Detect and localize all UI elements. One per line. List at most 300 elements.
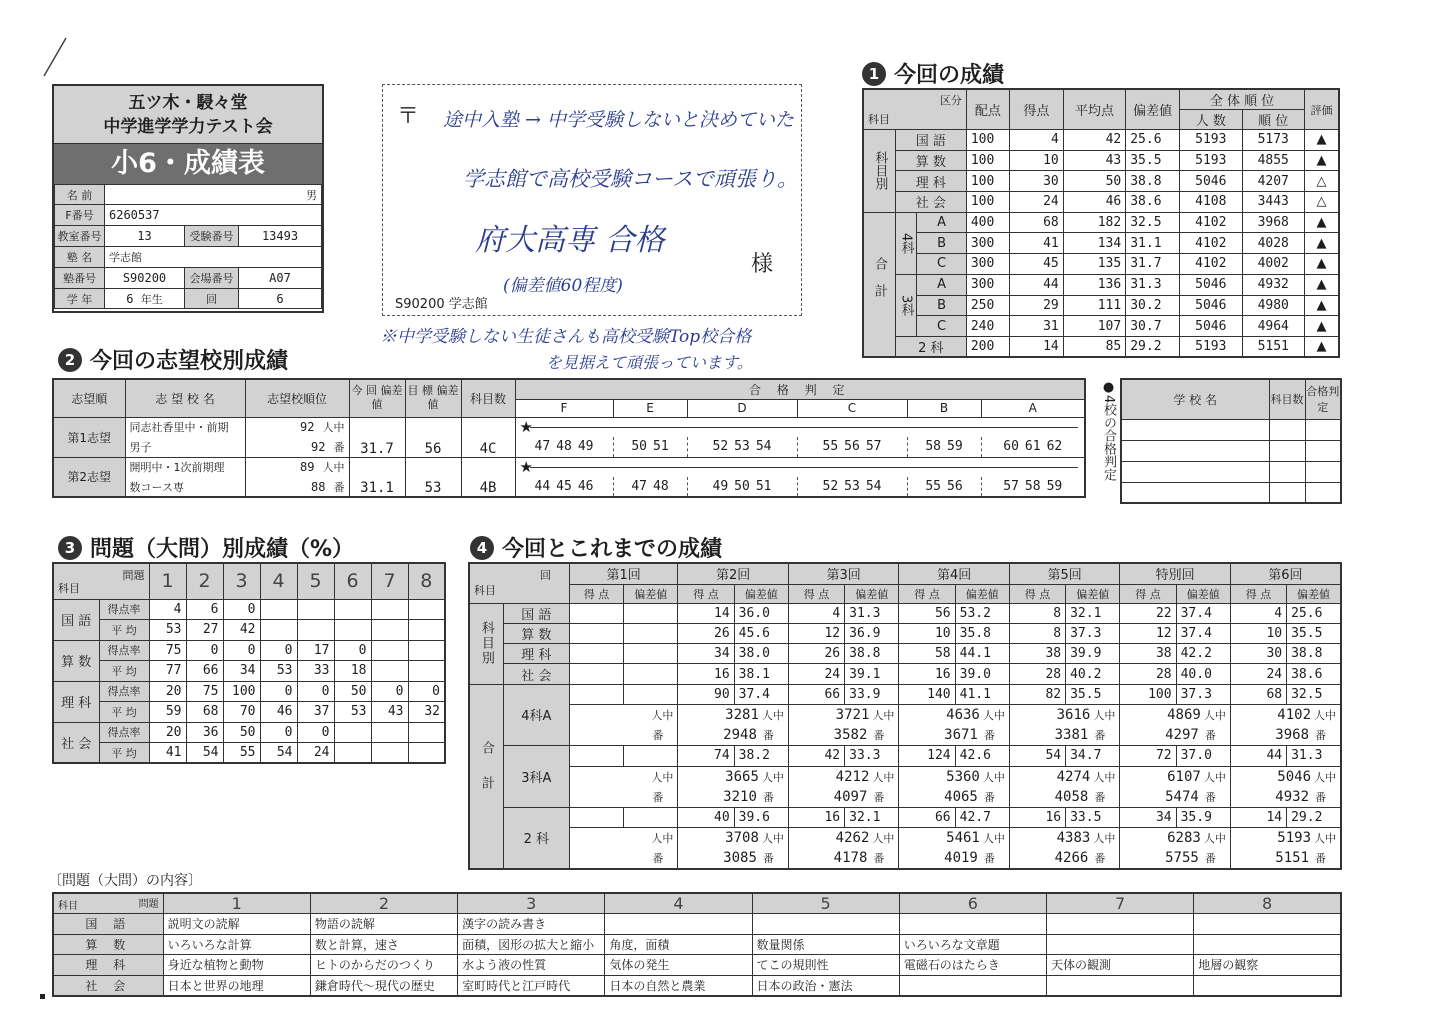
deviation (624, 644, 678, 664)
score-rate (371, 640, 408, 661)
table-row (469, 623, 1341, 643)
rank-value: 4932 (1275, 788, 1309, 805)
score: 31 (1009, 316, 1063, 337)
subject-name: C (917, 316, 967, 337)
count-unit: 人中 (1314, 770, 1336, 784)
section1-title (862, 58, 1004, 89)
score: 44 (1009, 274, 1063, 295)
question-topic (1046, 914, 1193, 935)
rank: 4028 (1242, 233, 1304, 254)
question-topic: いろいろな文章題 (899, 934, 1046, 955)
rank-unit: 番 (1204, 851, 1216, 865)
group-4ka: 4科 (895, 212, 917, 274)
evaluation: ▲ (1304, 316, 1339, 337)
ban-rank (1120, 787, 1231, 808)
count-value: 4636 (946, 707, 980, 724)
score-rate: 0 (260, 722, 297, 743)
rank-value: 4297 (1165, 727, 1199, 744)
question-topic: 数と計算，速さ (310, 934, 457, 955)
current-results-table (862, 88, 1340, 358)
hensa-header: 偏差値 (1066, 584, 1120, 603)
deviation: 53.2 (955, 603, 1009, 623)
scale-value: 52 (822, 479, 839, 494)
question-topic: 数量関係 (752, 934, 899, 955)
rank-value: 4065 (944, 788, 978, 805)
deviation: 31.1 (1126, 233, 1180, 254)
question-number: 8 (408, 563, 445, 599)
count-value: 4869 (1167, 707, 1201, 724)
rank-unit: 番 (333, 440, 345, 454)
judge-scale-B (907, 477, 981, 497)
row-label: 平 均 (99, 620, 149, 641)
row-label: 平 均 (99, 743, 149, 764)
section1-title-text: 今回の成績 (894, 63, 1005, 88)
question-topic: 面積，図形の拡大と縮小 (458, 934, 605, 955)
rank-header: 志望校順位 (245, 379, 349, 417)
count-unit: 人中 (1093, 709, 1116, 723)
average: 42 (223, 620, 260, 641)
deviation: 38.6 (1287, 664, 1341, 684)
nin-count (1230, 705, 1341, 726)
table-row (863, 274, 1339, 295)
count-unit: 人中 (982, 770, 1005, 784)
tokuten-header: 得 点 (788, 584, 844, 603)
deviation: 38.8 (1287, 644, 1341, 664)
average: 43 (371, 702, 408, 723)
nin-count (1009, 828, 1119, 849)
evaluation: ▲ (1304, 336, 1339, 357)
score: 38 (1120, 644, 1176, 664)
rank-value: 5755 (1165, 849, 1199, 866)
score: 124 (899, 746, 955, 767)
score-rate: 20 (149, 681, 186, 702)
row-label: 得点率 (99, 681, 149, 702)
average: 135 (1063, 254, 1125, 275)
sama-label: 様 (751, 252, 774, 277)
deviation: 39.1 (845, 664, 899, 684)
ninzu-header: 人 数 (1180, 110, 1242, 130)
average: 50 (1063, 171, 1125, 192)
scale-value: 53 (734, 439, 750, 455)
student-info-card (52, 84, 324, 313)
table-row (53, 563, 445, 599)
rank-unit: 番 (762, 790, 774, 804)
ban-rank (1009, 725, 1119, 746)
score: 4 (1230, 603, 1286, 623)
count-value: 3708 (725, 830, 759, 847)
table-row (53, 599, 445, 620)
count-unit: 人中 (761, 709, 784, 723)
score: 140 (899, 684, 955, 705)
score: 30 (1009, 171, 1063, 192)
average: 53 (260, 661, 297, 682)
hensa-header: 偏差値 (1176, 584, 1230, 603)
average (371, 743, 408, 764)
handwriting-line-4: (偏差値60程度) (503, 276, 623, 296)
average: 42 (1063, 130, 1125, 151)
question-topic: 身近な植物と動物 (163, 955, 310, 976)
rank-value: 4178 (833, 849, 868, 866)
count-value: 5360 (946, 768, 980, 785)
ban-rank (569, 848, 677, 869)
deviation: 42.6 (955, 746, 1009, 767)
table-row (53, 681, 445, 702)
score: 12 (1120, 623, 1176, 643)
score: 41 (1009, 233, 1063, 254)
score: 82 (1009, 684, 1065, 705)
count-unit: 人中 (1314, 709, 1336, 723)
average: 24 (297, 743, 334, 764)
score: 26 (678, 623, 734, 643)
max-score: 100 (966, 171, 1009, 192)
score: 34 (678, 644, 734, 664)
average (334, 743, 371, 764)
ban-rank (569, 787, 677, 808)
question-number: 6 (334, 563, 371, 599)
scale-value: 55 (822, 439, 839, 455)
scale-value: 58 (1024, 479, 1041, 494)
table-row (53, 661, 445, 682)
rank: 4002 (1242, 254, 1304, 275)
choice-order: 第2志望 (53, 457, 125, 497)
jukuno-value: S90200 (105, 268, 185, 289)
table-row (863, 295, 1339, 316)
question-topic: ヒトのからだのつくり (310, 955, 457, 976)
rank-unit: 番 (652, 851, 664, 865)
score: 4 (1009, 130, 1063, 151)
average: 43 (1063, 150, 1125, 171)
postal-mark: 〒 (397, 104, 420, 129)
rank-value: 4266 (1054, 849, 1089, 866)
deviation: 36.9 (845, 623, 899, 643)
count-value: 4274 (1056, 768, 1091, 785)
count-unit: 人中 (1093, 770, 1116, 784)
scale-value: 56 (844, 439, 860, 455)
school-header: 志 望 校 名 (125, 379, 245, 417)
table-row (53, 975, 1341, 996)
average: 27 (186, 620, 223, 641)
room-value: 13 (105, 226, 185, 247)
deviation: 37.0 (1176, 746, 1230, 767)
ban-rank (1009, 787, 1119, 808)
nin-count (678, 828, 788, 849)
deviation: 39.9 (1066, 644, 1120, 664)
deviation: 40.2 (1066, 664, 1120, 684)
tokuten-header: 得点 (1009, 89, 1063, 130)
scale-value: 47 (534, 439, 551, 455)
question-number: 2 (310, 893, 457, 914)
hensa-header: 偏差値 (734, 584, 788, 603)
row-label: 平 均 (99, 661, 149, 682)
scale-value: 50 (734, 479, 750, 494)
target-school-table (52, 378, 1086, 498)
juku-value: 学志館 (105, 247, 322, 268)
round-header: 第1回 (569, 563, 677, 584)
score-rate (260, 599, 297, 620)
average (260, 620, 297, 641)
nin-count (899, 705, 1009, 726)
section1-number: 1 (862, 62, 886, 86)
count-value: 4383 (1056, 830, 1091, 847)
score: 28 (1120, 664, 1176, 684)
school-rank-ban (245, 437, 349, 457)
subject-name: 国 語 (503, 603, 569, 623)
score: 16 (678, 664, 734, 684)
nin-count (678, 766, 788, 787)
score (569, 603, 623, 623)
table-row (53, 379, 1085, 399)
question-topic (899, 914, 1046, 935)
rank-unit: 人中 (322, 461, 345, 475)
average: 136 (1063, 274, 1125, 295)
question-topic: 室町時代と江戸時代 (458, 975, 605, 996)
round-header: 第5回 (1009, 563, 1119, 584)
deviation: 38.6 (1126, 192, 1180, 213)
score: 24 (788, 664, 844, 684)
question-number: 5 (297, 563, 334, 599)
ban-rank (678, 725, 788, 746)
section3-title (58, 532, 354, 563)
question-number: 6 (899, 893, 1046, 914)
section2-title-text: 今回の志望校別成績 (90, 349, 289, 374)
nin-count (1120, 705, 1231, 726)
deviation: 31.7 (1126, 254, 1180, 275)
deviation: 25.6 (1126, 130, 1180, 151)
report-title: 小6・成績表 (54, 144, 322, 184)
score: 28 (1009, 664, 1065, 684)
subject-name: B (917, 233, 967, 254)
count-unit: 人中 (651, 770, 674, 784)
rank-value: 3671 (944, 727, 978, 744)
section2-title (58, 344, 288, 375)
total-count: 4102 (1180, 212, 1242, 233)
count-unit: 人中 (872, 770, 895, 784)
question-number: 3 (223, 563, 260, 599)
count-unit: 人中 (651, 832, 674, 846)
subject-count: 4B (461, 457, 515, 497)
table-row (469, 746, 1341, 767)
question-topic: 日本の政治・憲法 (752, 975, 899, 996)
evaluation: ▲ (1304, 150, 1339, 171)
scale-value: 53 (844, 479, 860, 494)
question-topic: 天体の観測 (1046, 955, 1193, 976)
handwriting-line-3: 府大高専 合格 (475, 223, 665, 258)
address-juku-line: S90200 学志館 (395, 297, 488, 312)
org-subtitle: 中学進学学力テスト会 (103, 117, 273, 137)
deviation (624, 746, 678, 767)
scale-value: 48 (556, 439, 572, 455)
score: 90 (678, 684, 734, 705)
table-row (863, 212, 1339, 233)
nin-count (899, 766, 1009, 787)
subject-name: 2 科 (895, 336, 966, 357)
rank-unit: 番 (873, 851, 885, 865)
average: 37 (297, 702, 334, 723)
scale-value: 51 (653, 439, 669, 455)
deviation: 37.4 (734, 684, 788, 705)
ban-rank (899, 725, 1009, 746)
count-value: 4262 (835, 830, 870, 847)
rank-value: 5474 (1165, 788, 1199, 805)
scale-value: 60 (1003, 439, 1019, 455)
total-count: 4108 (1180, 192, 1242, 213)
rank-unit: 番 (983, 790, 995, 804)
score: 66 (899, 807, 955, 828)
score-rate (408, 599, 445, 620)
question-topic (1194, 934, 1341, 955)
score: 72 (1120, 746, 1176, 767)
judge-scale-E (613, 437, 687, 457)
scale-value: 59 (947, 439, 963, 455)
school-rank-ban (245, 477, 349, 497)
question-content-table (52, 892, 1342, 997)
section4-title (470, 532, 722, 563)
max-score: 400 (966, 212, 1009, 233)
grade-D: D (687, 399, 797, 417)
average: 32 (408, 702, 445, 723)
average: 34 (223, 661, 260, 682)
choice-order: 第1志望 (53, 417, 125, 457)
score: 16 (1009, 807, 1065, 828)
table-row (469, 807, 1341, 828)
average: 55 (223, 743, 260, 764)
rank: 3443 (1242, 192, 1304, 213)
scale-value: 46 (577, 479, 594, 494)
scale-value: 49 (577, 439, 594, 455)
current-deviation: 31.7 (349, 417, 405, 457)
total-name: 2 科 (503, 807, 569, 869)
deviation: 38.0 (734, 644, 788, 664)
average: 77 (149, 661, 186, 682)
average: 111 (1063, 295, 1125, 316)
average: 46 (1063, 192, 1125, 213)
count-unit: 人中 (1203, 832, 1226, 846)
evaluation: ▲ (1304, 130, 1339, 151)
count-value: 4102 (1277, 707, 1311, 724)
total-count: 5193 (1180, 336, 1242, 357)
score: 8 (1009, 603, 1065, 623)
average: 33 (297, 661, 334, 682)
deviation: 37.4 (1176, 603, 1230, 623)
average: 85 (1063, 336, 1125, 357)
room-label: 教室番号 (55, 226, 105, 247)
exam-label: 受験番号 (185, 226, 239, 247)
score (569, 684, 623, 705)
tokuten-header: 得 点 (1120, 584, 1176, 603)
question-topic: 日本の自然と農業 (605, 975, 752, 996)
gender-value: 男 (105, 185, 322, 205)
table-row (863, 254, 1339, 275)
rank-unit: 番 (1315, 790, 1326, 804)
school-name-1: 同志社香里中・前期 (125, 417, 245, 437)
score-rate: 0 (371, 681, 408, 702)
ban-rank (678, 848, 788, 869)
score: 66 (788, 684, 844, 705)
kamoku-label: 科目 (868, 113, 890, 126)
count-unit: 人中 (1314, 832, 1336, 846)
score: 10 (899, 623, 955, 643)
side-row (1121, 440, 1269, 461)
count-unit: 人中 (982, 832, 1005, 846)
subject-name: 算 数 (53, 640, 99, 681)
group-kamoku: 科目別 (469, 603, 503, 684)
rank-value: 4058 (1054, 788, 1089, 805)
scale-value: 44 (534, 479, 551, 494)
judge-line (530, 467, 1079, 468)
deviation: 41.1 (955, 684, 1009, 705)
rank-value: 4019 (944, 849, 978, 866)
deviation: 37.3 (1066, 623, 1120, 643)
max-score: 300 (966, 233, 1009, 254)
scale-value: 49 (712, 479, 729, 494)
question-topic: 説明文の読解 (163, 914, 310, 935)
subject-name: 社 会 (53, 722, 99, 763)
average: 182 (1063, 212, 1125, 233)
score-rate: 0 (297, 722, 334, 743)
deviation: 42.7 (955, 807, 1009, 828)
average: 41 (149, 743, 186, 764)
scale-value: 48 (653, 479, 669, 494)
score: 34 (1120, 807, 1176, 828)
target-deviation: 53 (405, 457, 461, 497)
subject-name: 社 会 (53, 975, 163, 996)
scale-value: 52 (712, 439, 729, 455)
average (334, 620, 371, 641)
average: 107 (1063, 316, 1125, 337)
jukuno-label: 塾番号 (55, 268, 105, 289)
total-count: 5046 (1180, 295, 1242, 316)
max-score: 100 (966, 150, 1009, 171)
ban-rank (1120, 725, 1231, 746)
score-rate: 4 (149, 599, 186, 620)
order-header: 志望順 (53, 379, 125, 417)
subject-name: 社 会 (503, 664, 569, 684)
heikin-header: 平均点 (1063, 89, 1125, 130)
table-row (53, 893, 1341, 914)
question-topic: てこの規則性 (752, 955, 899, 976)
score: 14 (678, 603, 734, 623)
score-rate (371, 599, 408, 620)
hensa-header: 偏差値 (955, 584, 1009, 603)
judge-marker-row (515, 417, 1085, 437)
hyoka-header: 評価 (1304, 89, 1339, 130)
question-topic (605, 914, 752, 935)
scale-value: 57 (1003, 479, 1019, 494)
judge-marker-row (515, 457, 1085, 477)
scale-value: 56 (947, 479, 963, 494)
rank-unit: 番 (983, 851, 995, 865)
average (408, 743, 445, 764)
deviation: 30.7 (1126, 316, 1180, 337)
deviation: 31.3 (1287, 746, 1341, 767)
group-3ka: 3科 (895, 274, 917, 336)
subject-name: 算 数 (503, 623, 569, 643)
count-value: 5193 (1277, 830, 1311, 847)
kamoku-label: 科目 (58, 901, 78, 912)
grade-label: 学 年 (55, 289, 105, 309)
subj-count-header: 科目数 (461, 379, 515, 417)
kai-label: 回 (185, 289, 239, 309)
question-topic: いろいろな計算 (163, 934, 310, 955)
table-row (53, 914, 1341, 935)
score: 68 (1009, 212, 1063, 233)
deviation (624, 664, 678, 684)
average: 54 (186, 743, 223, 764)
score-rate: 0 (297, 681, 334, 702)
deviation: 32.1 (1066, 603, 1120, 623)
score: 38 (1009, 644, 1065, 664)
judge-line (530, 427, 1079, 428)
